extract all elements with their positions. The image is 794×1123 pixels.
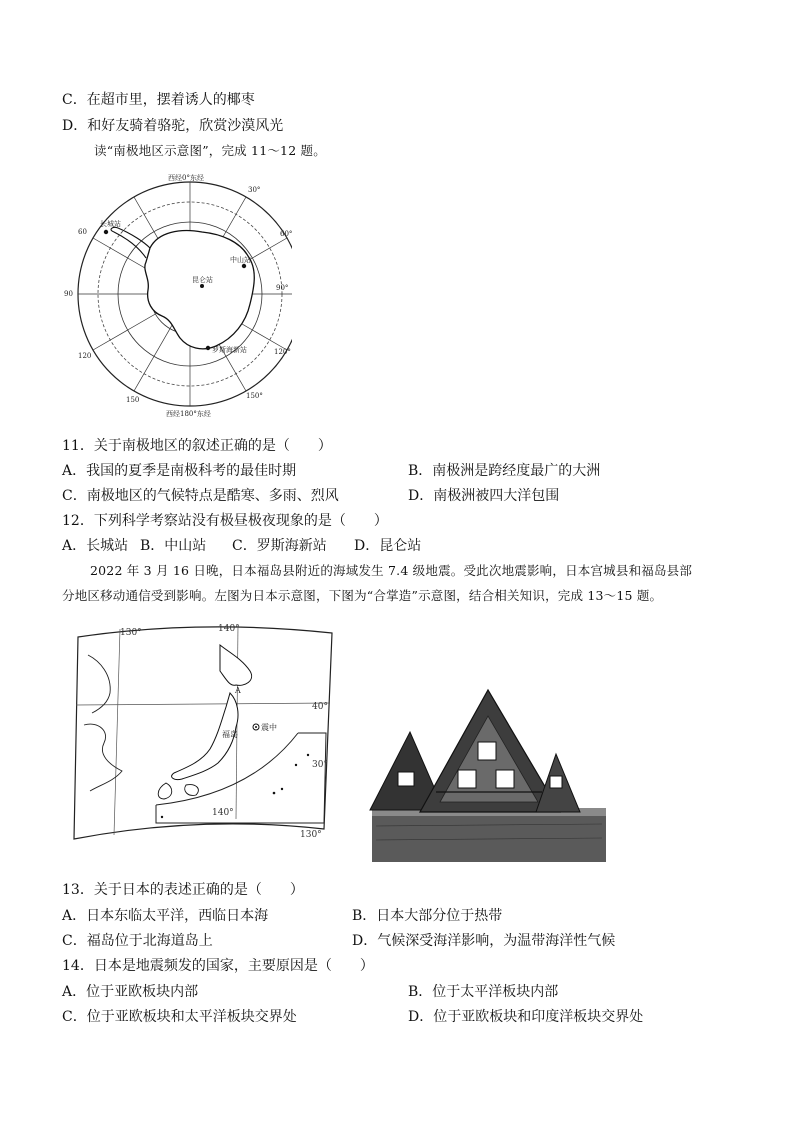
label-kunlun: 昆仑站: [192, 276, 213, 284]
q11-option-a: A．我国的夏季是南极科考的最佳时期: [62, 463, 297, 479]
label-lon-60-left: 60: [78, 228, 87, 236]
q12-option-b: B．中山站: [140, 538, 207, 554]
label-epicenter: 震中: [261, 723, 277, 732]
label-fukushima: 福岛: [222, 730, 238, 739]
q12-option-d: D．昆仑站: [354, 538, 422, 554]
q14-stem: 14．日本是地震频发的国家，主要原因是（ ）: [62, 958, 374, 974]
q13-option-d: D．气候深受海洋影响，为温带海洋性气候: [352, 933, 616, 949]
label-lon-90-right: 90°: [276, 284, 289, 292]
japan-map: [70, 615, 338, 865]
label-changcheng: 长城站: [100, 220, 121, 228]
label-zhongshan: 中山站: [230, 256, 251, 264]
label-lon130-bottom: 130°: [300, 830, 322, 840]
label-lon130-top: 130°: [120, 628, 142, 638]
label-top: 西经0°东经: [168, 174, 204, 182]
label-lon-90-left: 90: [64, 290, 73, 298]
label-lon140-top: 140°: [218, 624, 240, 634]
q13-option-c: C．福岛位于北海道岛上: [62, 933, 213, 949]
intro-antarctic: 读“南极地区示意图”，完成 11～12 题。: [94, 143, 326, 158]
label-rosshai: 罗斯海新站: [212, 346, 247, 354]
q14-option-a: A．位于亚欧板块内部: [62, 984, 199, 1000]
antarctic-map: [62, 170, 292, 420]
label-lon-30-right: 30°: [248, 186, 261, 194]
q14-option-d: D．位于亚欧板块和印度洋板块交界处: [408, 1009, 644, 1025]
q12-option-a: A．长城站: [62, 538, 129, 554]
q11-option-b: B．南极洲是跨经度最广的大洲: [408, 463, 601, 479]
q11-option-d: D．南极洲被四大洋包围: [408, 488, 560, 504]
label-lon-150-left: 150: [126, 396, 140, 404]
option-c-dates: C．在超市里，摆着诱人的椰枣: [62, 92, 255, 108]
q11-option-c: C．南极地区的气候特点是酷寒、多雨、烈风: [62, 488, 339, 504]
q13-option-b: B．日本大部分位于热带: [352, 908, 503, 924]
label-lat40: 40°: [312, 702, 328, 712]
gassho-house-image: [366, 680, 606, 862]
q14-option-c: C．位于亚欧板块和太平洋板块交界处: [62, 1009, 297, 1025]
intro-japan-line1: 2022 年 3 月 16 日晚，日本福岛县附近的海域发生 7.4 级地震。受此次地震影响，日本宫城县和福岛县部: [90, 563, 693, 578]
q12-stem: 12．下列科学考察站没有极昼极夜现象的是（ ）: [62, 513, 388, 529]
q13-stem: 13．关于日本的表述正确的是（ ）: [62, 882, 304, 898]
label-lon-60-right: 60°: [280, 230, 292, 238]
option-d-camel: D．和好友骑着骆驼，欣赏沙漠风光: [62, 118, 284, 134]
q11-stem: 11．关于南极地区的叙述正确的是（ ）: [62, 438, 332, 454]
label-lon-120-left: 120: [78, 352, 92, 360]
label-lon140-bottom: 140°: [212, 808, 234, 818]
label-lon-120-right: 120°: [274, 348, 291, 356]
q14-option-b: B．位于太平洋板块内部: [408, 984, 559, 1000]
intro-japan-line2: 分地区移动通信受到影响。左图为日本示意图，下图为“合掌造”示意图，结合相关知识，完成 13～15 题。: [62, 588, 663, 603]
label-lat30: 30°: [312, 760, 328, 770]
label-hokkaido-a: A: [235, 686, 241, 695]
q12-option-c: C．罗斯海新站: [232, 538, 327, 554]
label-lon-150-right: 150°: [246, 392, 263, 400]
label-bottom: 西经180°东经: [166, 410, 211, 418]
q13-option-a: A．日本东临太平洋，西临日本海: [62, 908, 269, 924]
